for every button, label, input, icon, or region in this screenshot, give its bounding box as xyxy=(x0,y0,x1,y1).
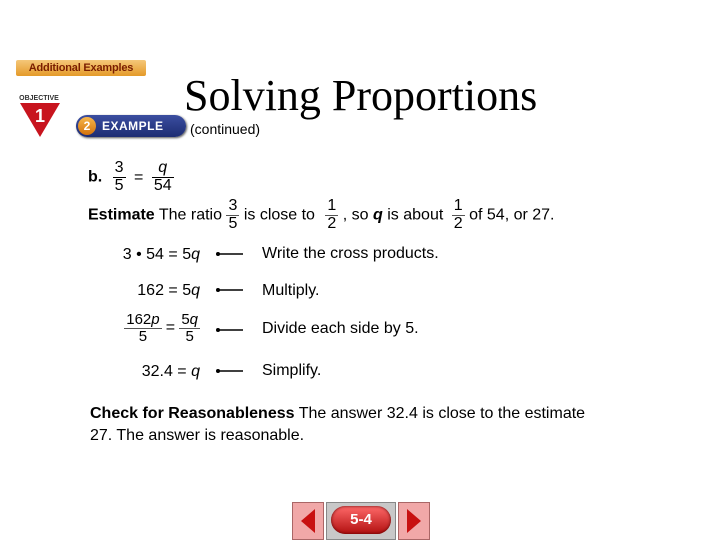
step3-right-fraction xyxy=(179,312,200,345)
ratio-numerator: 3 xyxy=(228,197,238,214)
equation-text: 162 = 5 xyxy=(137,282,192,299)
estimate-text: , so xyxy=(342,206,369,224)
check-text: The answer 32.4 is close to the estimate 27. The answer is reasonable. xyxy=(90,405,586,444)
previous-button[interactable] xyxy=(292,502,324,540)
fraction-num: 162 xyxy=(126,311,152,328)
step-3-equation xyxy=(0,312,200,345)
banner-label: Additional Examples xyxy=(28,62,134,74)
estimate-sentence xyxy=(88,198,555,233)
fraction-var: p xyxy=(151,311,160,328)
part-label: b. xyxy=(88,168,103,186)
proportion-problem xyxy=(88,160,174,195)
right-fraction xyxy=(152,160,174,195)
fraction-num: 5 xyxy=(181,311,190,328)
check-label: Check for Reasonableness xyxy=(90,405,295,422)
half2-numerator: 1 xyxy=(453,197,463,214)
arrow-left-icon xyxy=(215,249,243,259)
half2-denominator: 2 xyxy=(453,214,463,232)
fraction-var: q xyxy=(189,311,198,328)
step-4-note: Simplify. xyxy=(262,362,322,379)
example-label: EXAMPLE xyxy=(102,119,164,133)
objective-number: 1 xyxy=(34,106,46,126)
lesson-nav xyxy=(292,502,430,540)
step-2-equation xyxy=(0,282,200,300)
additional-examples-banner xyxy=(16,60,146,76)
equation-text: 32.4 = xyxy=(141,363,192,380)
equation-variable: q xyxy=(191,282,200,299)
next-button[interactable] xyxy=(398,502,430,540)
left-numerator: 3 xyxy=(114,159,124,176)
half-numerator: 1 xyxy=(327,197,337,214)
objective-label: OBJECTIVE xyxy=(19,95,59,102)
step-2-note: Multiply. xyxy=(262,282,320,299)
half-fraction xyxy=(325,198,338,233)
example-badge xyxy=(76,115,186,137)
estimate-text: is close to xyxy=(243,206,315,224)
step-1-note: Write the cross products. xyxy=(262,245,439,262)
half-denominator: 2 xyxy=(327,214,337,232)
arrow-left-icon xyxy=(293,503,323,539)
estimate-text: is about xyxy=(387,206,444,224)
step-4-equation xyxy=(0,363,200,381)
step-3-note: Divide each side by 5. xyxy=(262,320,419,337)
page-title: Solving Proportions xyxy=(184,71,538,120)
reasonableness-check xyxy=(90,403,610,447)
lesson-number: 5-4 xyxy=(331,506,391,534)
right-numerator: q xyxy=(152,160,174,178)
page-subtitle: (continued) xyxy=(190,121,261,137)
equals-sign: = xyxy=(165,319,176,337)
half-fraction-2 xyxy=(452,198,465,233)
step3-left-fraction xyxy=(124,312,161,345)
arrow-left-icon xyxy=(215,285,243,295)
right-denominator: 54 xyxy=(153,176,172,194)
ratio-denominator: 5 xyxy=(228,214,238,232)
example-number: 2 xyxy=(78,117,96,135)
left-denominator: 5 xyxy=(114,176,124,194)
estimate-variable: q xyxy=(373,206,383,224)
arrow-left-icon xyxy=(215,325,243,335)
equation-text: 3 • 54 = 5 xyxy=(122,246,192,263)
left-fraction xyxy=(113,160,126,195)
objective-badge-icon xyxy=(20,103,60,137)
estimate-text: The ratio xyxy=(158,206,222,224)
equation-variable: q xyxy=(191,246,200,263)
arrow-left-icon xyxy=(215,366,243,376)
fraction-den: 5 xyxy=(138,327,148,345)
ratio-fraction xyxy=(226,198,239,233)
lesson-button[interactable] xyxy=(326,502,396,540)
estimate-label: Estimate xyxy=(88,206,155,224)
arrow-right-icon xyxy=(399,503,429,539)
fraction-den: 5 xyxy=(185,327,194,345)
equation-variable: q xyxy=(191,363,200,380)
equals-sign: = xyxy=(134,168,144,186)
estimate-text: of 54, or 27. xyxy=(469,206,555,224)
step-1-equation xyxy=(0,246,200,264)
